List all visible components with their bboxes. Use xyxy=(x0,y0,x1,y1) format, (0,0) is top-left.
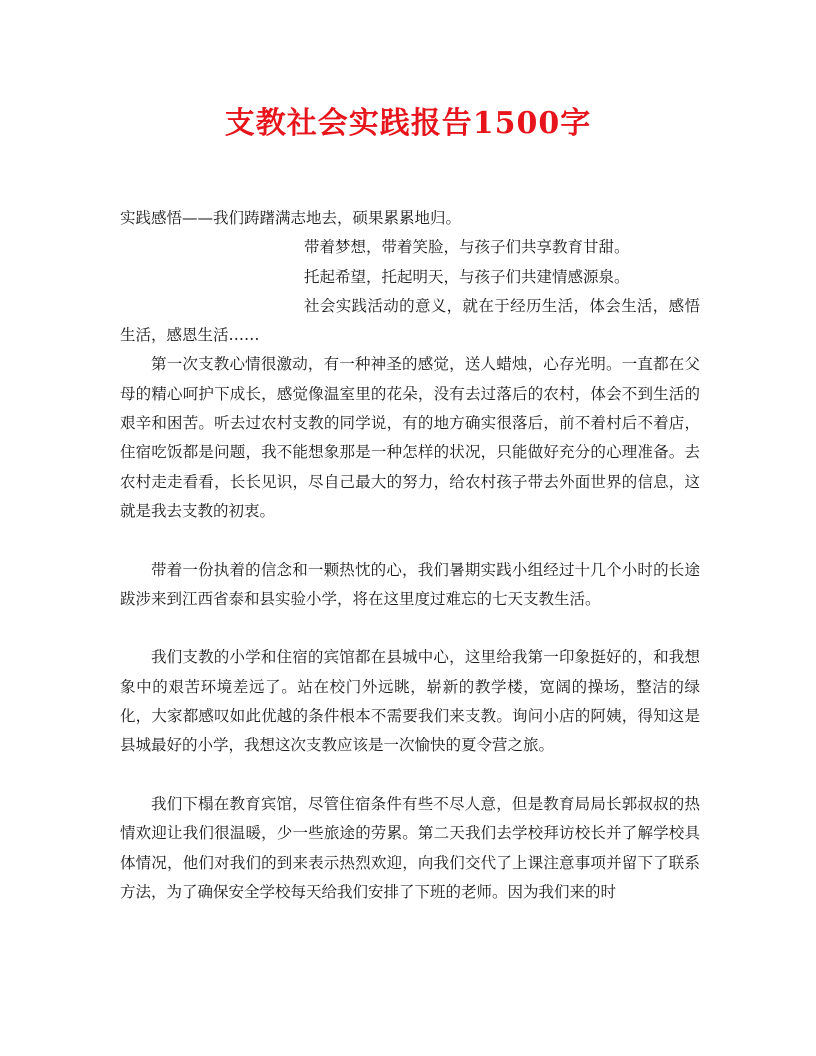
document-body xyxy=(120,204,700,907)
paragraph-journey: 带着一份执着的信念和一颗热忱的心，我们暑期实践小组经过十几个小时的长途跋涉来到江西省泰和县实验小学，将在这里度过难忘的七天支教生活。 xyxy=(120,560,700,608)
paragraph-hotel: 我们下榻在教育宾馆，尽管住宿条件有些不尽人意，但是教育局局长郭叔叔的热情欢迎让我们很温暖，少一些旅途的劳累。第二天我们去学校拜访校长并了解学校具体情况，他们对我们的到来表示热烈欢迎，向我们交代了上课注意事项并留下了联系方法，为了确保安全学校每天给我们安排了下班的老师。因为我们来的时 xyxy=(120,794,700,901)
document-title: 支教社会实践报告1500字 xyxy=(224,106,592,141)
paragraph-gap xyxy=(120,614,700,643)
paragraph-school: 我们支教的小学和住宿的宾馆都在县城中心，这里给我第一印象挺好的，和我想象中的艰苦环境差远了。站在校门外远眺，崭新的教学楼，宽阔的操场，整洁的绿化，大家都感叹如此优越的条件根本不需要我们来支教。询问小店的阿姨，得知这是县城最好的小学，我想这次支教应该是一次愉快的夏令营之旅。 xyxy=(120,648,700,755)
paragraph-motto-1: 带着梦想，带着笑脸，与孩子们共享教育甘甜。 xyxy=(304,238,630,257)
paragraph-motto-2: 托起希望，托起明天，与孩子们共建情感源泉。 xyxy=(304,267,630,286)
paragraph-intro: 实践感悟——我们踌躇满志地去，硕果累累地归。 xyxy=(120,209,462,227)
paragraph-gap xyxy=(120,526,700,555)
paragraph-first-experience: 第一次支教心情很激动，有一种神圣的感觉，送人蜡烛，心存光明。一直都在父母的精心呵护下成长，感觉像温室里的花朵，没有去过落后的农村，体会不到生活的艰辛和困苦。听去过农村支教的同学说，有的地方确实很落后，前不着村后不着店，住宿吃饭都是问题，我不能想象那是一种怎样的状况，只能做好充分的心理准备。去农村走走看看，长长见识，尽自己最大的努力，给农村孩子带去外面世界的信息，这就是我去支教的初衷。 xyxy=(120,355,700,520)
paragraph-meaning xyxy=(120,292,700,351)
paragraph-gap xyxy=(120,761,700,790)
paragraph-meaning-text: 社会实践活动的意义，就在于经历生活，体会生活，感悟生活，感恩生活…… xyxy=(120,296,700,345)
